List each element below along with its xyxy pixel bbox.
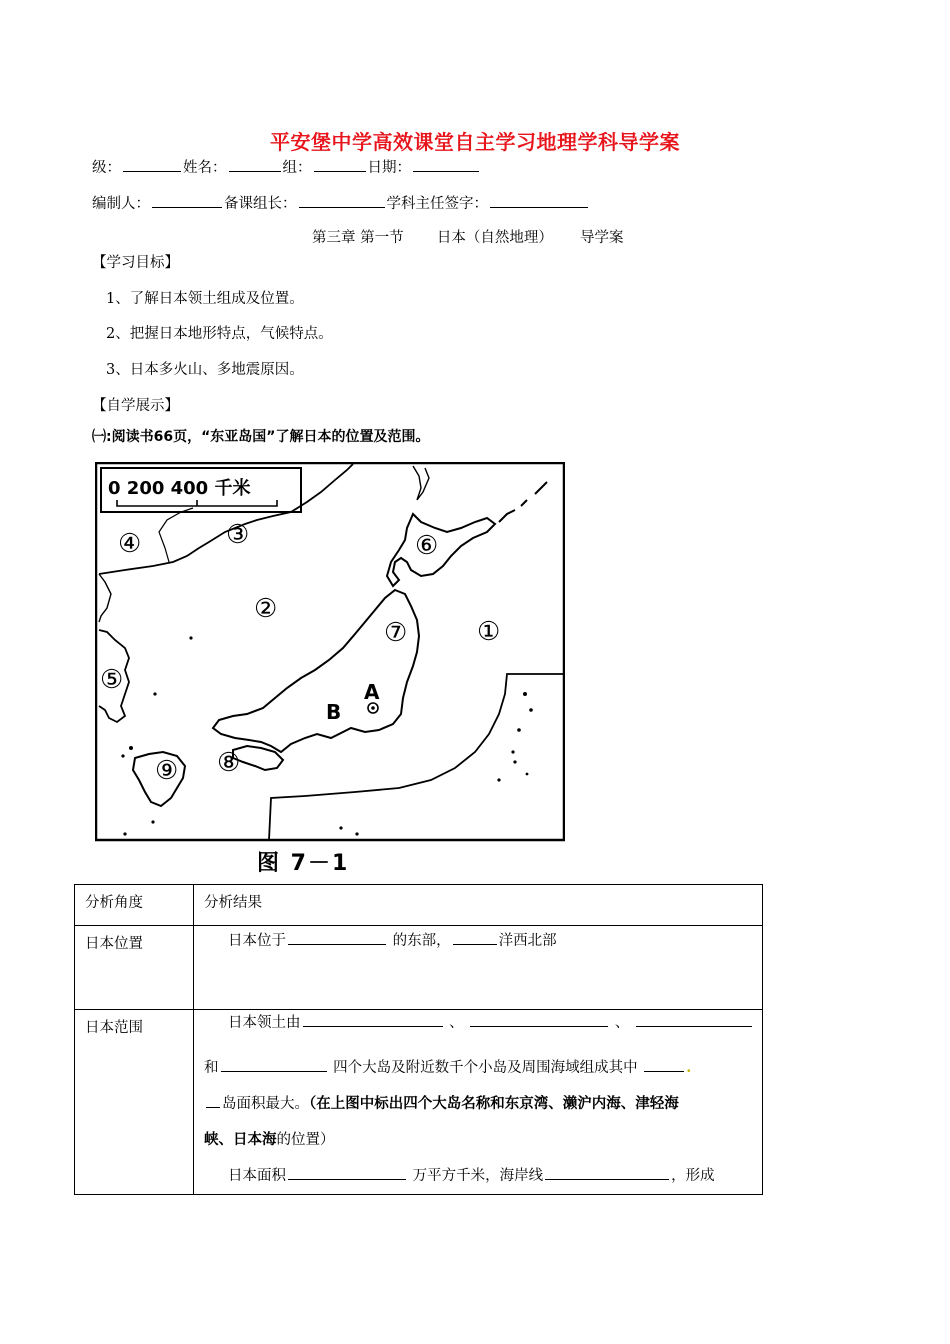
class-label: 级：	[92, 160, 121, 176]
position-label: 日本位置	[75, 926, 194, 1010]
map-caption: 图 7－1	[257, 851, 350, 876]
editor-label: 编制人：	[92, 196, 150, 212]
position-blank-1[interactable]	[288, 930, 386, 945]
objectives-heading: 【学习目标】	[92, 255, 179, 271]
map-letter-b: B	[326, 700, 342, 724]
self-study-task: ㈠:阅读书66页，“东亚岛国”了解日本的位置及范围。	[92, 429, 430, 445]
range-label: 日本范围	[75, 1010, 194, 1195]
table-header-angle: 分析角度	[75, 885, 194, 926]
map-label-5: ⑤	[100, 665, 124, 695]
range-blank-8[interactable]	[545, 1165, 669, 1180]
map-label-6: ⑥	[415, 531, 439, 561]
map-letter-a: A	[364, 680, 380, 704]
table-row	[75, 926, 763, 1010]
range-text-1a: 日本领土由	[228, 1015, 301, 1031]
analysis-table	[74, 884, 763, 1195]
objective-item: 2、把握日本地形特点，气候特点。	[106, 326, 333, 342]
chapter-part-3: 日本（自然地理）	[436, 230, 553, 246]
range-text-3a: 岛面积最大。	[222, 1096, 309, 1112]
position-text-a: 日本位于	[228, 933, 286, 949]
chapter-part-2: 第一节	[360, 230, 404, 246]
range-blank-6[interactable]	[206, 1093, 220, 1108]
class-field[interactable]	[123, 157, 181, 172]
range-text-1c: 、	[614, 1015, 630, 1031]
table-row	[75, 1010, 763, 1195]
info-line-1	[92, 156, 481, 177]
name-field[interactable]	[229, 157, 281, 172]
range-text-2b: 四个大岛及附近数千个小岛及周围海域组成其中	[333, 1060, 638, 1076]
map-label-4: ④	[118, 529, 142, 559]
range-blank-1[interactable]	[303, 1012, 443, 1027]
editor-field[interactable]	[152, 193, 222, 208]
range-blank-4[interactable]	[221, 1057, 327, 1072]
range-blank-2[interactable]	[470, 1012, 608, 1027]
name-label: 姓名：	[183, 160, 227, 176]
range-text-4a: 峡、日本海	[204, 1132, 277, 1148]
objective-item: 3、日本多火山、多地震原因。	[106, 362, 304, 378]
self-study-heading: 【自学展示】	[92, 398, 179, 414]
map-label-1: ①	[477, 617, 501, 647]
position-text-c: 洋西北部	[498, 933, 557, 949]
position-blank-2[interactable]	[453, 930, 497, 945]
map-label-3: ③	[226, 520, 250, 550]
range-text-2a: 和	[204, 1060, 219, 1076]
chapter-line	[312, 226, 624, 247]
map-label-9: ⑨	[155, 756, 179, 786]
range-blank-3[interactable]	[636, 1012, 752, 1027]
range-text-5a: 日本面积	[228, 1168, 286, 1184]
range-blank-5[interactable]	[644, 1057, 684, 1072]
objective-item: 1、了解日本领土组成及位置。	[106, 291, 304, 307]
map-scale-text: 0 200 400 千米	[108, 478, 251, 499]
group-field[interactable]	[314, 157, 366, 172]
chapter-part-4: 导学案	[580, 230, 624, 246]
leader-field[interactable]	[299, 193, 385, 208]
director-field[interactable]	[490, 193, 588, 208]
range-cell: 日本领土由 、 、 和 四个大岛及附近数千个小岛及周围海域组成其中 . 岛面积最大。（在上图中标出四个大岛名称和东京湾、濑沪内海、津轻海 峡、日本海的位置） 日本面积 万平方千米，海岸线 ，形成	[194, 1010, 763, 1195]
range-text-5c: ，形成	[671, 1168, 715, 1184]
map-label-8: ⑧	[217, 748, 241, 778]
director-label: 学科主任签字：	[386, 196, 488, 212]
table-row	[75, 885, 763, 926]
position-cell	[194, 926, 763, 1010]
range-text-4b: 的位置）	[276, 1132, 335, 1148]
date-field[interactable]	[413, 157, 479, 172]
leader-label: 备课组长：	[224, 196, 297, 212]
range-text-1b: 、	[449, 1015, 464, 1031]
range-blank-7[interactable]	[288, 1165, 406, 1180]
position-text-b: 的东部，	[392, 933, 451, 949]
chapter-part-1: 第三章	[312, 230, 356, 246]
date-label: 日期：	[367, 160, 411, 176]
page-title: 平安堡中学高效课堂自主学习地理学科导学案	[270, 130, 680, 154]
range-text-3b: （在上图中标出四个大岛名称和东京湾、濑沪内海、津轻海	[309, 1096, 679, 1112]
info-line-2	[92, 192, 590, 213]
table-header-result: 分析结果	[194, 885, 763, 926]
group-label: 组：	[282, 160, 312, 176]
range-text-5b: 万平方千米，海岸线	[412, 1168, 544, 1184]
map-label-7: ⑦	[384, 618, 408, 648]
map-label-2: ②	[254, 594, 278, 624]
